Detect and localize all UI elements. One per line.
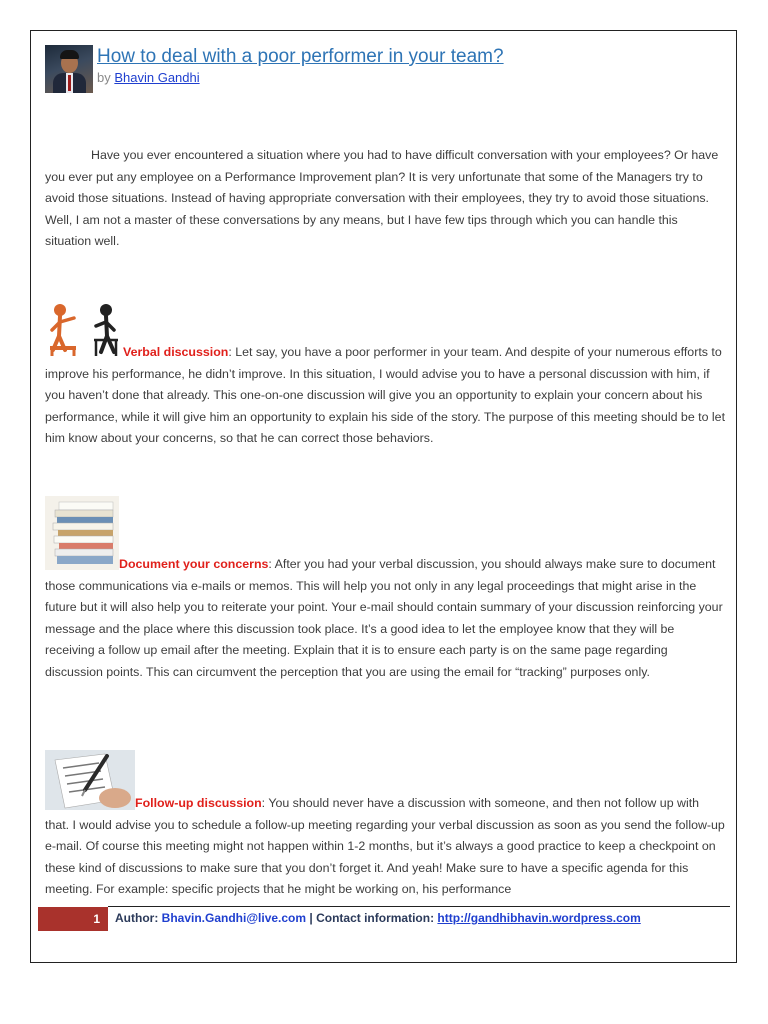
byline-prefix: by xyxy=(97,70,115,85)
article-title-link[interactable]: How to deal with a poor performer in your team? xyxy=(97,46,504,67)
footer-contact xyxy=(115,911,641,925)
author-link[interactable]: Bhavin Gandhi xyxy=(114,70,200,85)
intro-text: Have you ever encountered a situation where you had to have difficult conversation with your employees? Or have you ever put any employee on a Performance Improvement plan? It is very unfortunate that some of the Managers try to avoid those situations. Instead of having appropriate conversation with their employees, they try to avoid those situations. Well, I am not a master of these conversations by any means, but I have few tips through which you can handle this situation well. xyxy=(45,148,719,249)
intro-paragraph xyxy=(45,145,725,253)
section-document-concerns xyxy=(45,554,725,684)
page-number: 1 xyxy=(38,907,108,931)
footer-separator: | Contact information: xyxy=(306,911,438,925)
section-body: : You should never have a discussion with someone, and then not follow up with that. I would advise you to schedule a follow-up meeting regarding your verbal discussion as soon as you send the follow-up e-mail. Of course this meeting might not happen within 1-2 months, but it’s always a good practice to keep a checkpoint on these kind of discussions to make sure that you don’t forget it. And yeah! Make sure to have a specific agenda for this meeting. For example: specific projects that he might be working on, his performance xyxy=(45,796,725,897)
section-heading: Document your concerns xyxy=(119,557,269,571)
byline xyxy=(97,70,200,85)
footer-author-label: Author: xyxy=(115,911,162,925)
section-heading: Follow-up discussion xyxy=(135,796,262,810)
section-verbal-discussion xyxy=(45,342,725,450)
author-photo xyxy=(45,45,93,93)
footer-email[interactable]: Bhavin.Gandhi@live.com xyxy=(161,911,307,925)
section-body: : Let say, you have a poor performer in your team. And despite of your numerous efforts to improve his performance, he didn’t improve. In this situation, I would advise you to have a personal discussion with him, if you haven’t done that already. This one-on-one discussion will give you an opportunity to explain your concern about his performance, while it will give him an opportunity to explain his side of the story. The purpose of this meeting should be to let him know about your concerns, so that he can correct those behaviors. xyxy=(45,345,726,446)
footer-rule xyxy=(108,906,730,907)
footer-url-link[interactable]: http://gandhibhavin.wordpress.com xyxy=(437,911,641,925)
section-heading: Verbal discussion xyxy=(123,345,229,359)
section-follow-up xyxy=(45,793,725,901)
section-body: : After you had your verbal discussion, you should always make sure to document those communications via e-mails or memos. This will help you not only in any legal proceedings that might arise in the future but it will also help you to reiterate your point. Your e-mail should contain summary of your discussion reinforcing your message and the place where this discussion took place. It’s a good idea to let the employee know that they will be receiving a follow up email after the meeting. Explain that it is to ensure each party is on the same page regarding discussion points. This can circumvent the perception that you are using the email for “tracking” purposes only. xyxy=(45,557,723,679)
